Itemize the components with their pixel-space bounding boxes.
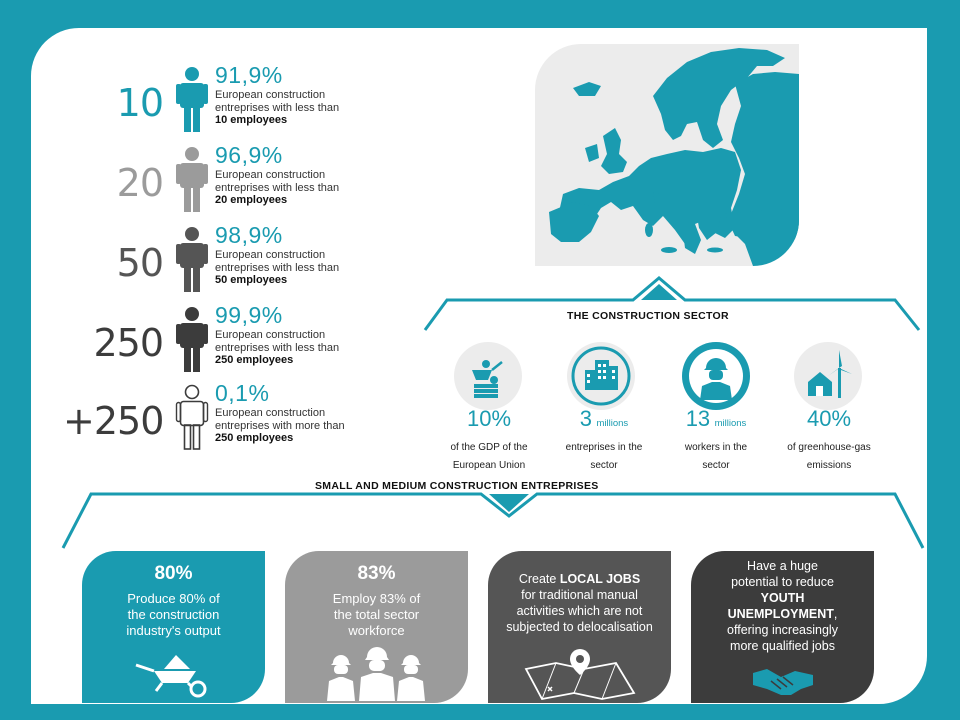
box-big-value: 80% <box>154 563 193 584</box>
stat-entreprises-label: entreprises in the sector <box>565 442 643 471</box>
stat-gdp-label: of the GDP of the European Union <box>450 442 528 471</box>
wheelbarrow-icon <box>132 647 216 701</box>
stat-emissions-label: of greenhouse-gas emissions <box>787 442 871 471</box>
sme-box-output <box>82 551 265 703</box>
percentage: 99,9% <box>215 302 283 328</box>
employee-row-20 <box>91 142 491 220</box>
box-text: Produce 80% of the construction industry's output <box>126 591 221 638</box>
sme-box-youth-unemployment <box>691 551 874 703</box>
handshake-icon <box>751 663 817 699</box>
infographic-card <box>31 28 927 704</box>
worker-icon <box>682 342 750 410</box>
person-icon-darkgray <box>175 226 209 292</box>
europe-map <box>535 44 799 266</box>
employee-count-label: 250 <box>93 321 163 365</box>
stat-workers <box>666 406 766 432</box>
sme-bracket <box>61 486 927 552</box>
stat-value: 13 <box>685 406 711 431</box>
stat-entreprises <box>554 406 654 432</box>
percentage: 98,9% <box>215 222 283 248</box>
stat-value: 10% <box>466 406 512 431</box>
person-icon-dark <box>175 306 209 372</box>
description: European construction entreprises with less than 250 employees <box>215 329 340 366</box>
stat-unit: millions <box>714 418 747 429</box>
percentage: 91,9% <box>215 62 283 88</box>
europe-map-panel <box>535 44 799 266</box>
percentage: 0,1% <box>215 380 270 406</box>
person-icon-teal <box>175 66 209 132</box>
box-text: Have a huge potential to reduce YOUTH UNEMPLOYMENT, offering increasingly more qualified jobs <box>727 559 838 653</box>
box-text: Employ 83% of the total sector workforce <box>332 591 421 638</box>
house-wind-turbine-icon <box>794 342 862 410</box>
sme-title: SMALL AND MEDIUM CONSTRUCTION ENTREPRISES <box>309 480 605 492</box>
sme-box-local-jobs <box>488 551 671 703</box>
description: European construction entreprises with less than 50 employees <box>215 249 340 286</box>
stat-workers-label: workers in the sector <box>684 442 748 471</box>
buildings-icon <box>567 342 635 410</box>
box-text: Create LOCAL JOBS for traditional manual activities which are not subjected to delocalisation <box>506 572 653 634</box>
box-big-value: 83% <box>357 563 396 584</box>
map-pin-icon <box>522 647 638 701</box>
sector-bracket <box>419 274 927 336</box>
stat-emissions <box>789 406 869 432</box>
workers-group-icon <box>323 647 431 701</box>
sector-title: THE CONSTRUCTION SECTOR <box>567 310 729 322</box>
description: European construction entreprises with more than 250 employees <box>215 407 345 444</box>
employee-count-label: 50 <box>116 241 163 285</box>
person-outline-icon <box>175 384 209 450</box>
description: European construction entreprises with less than 10 employees <box>215 89 340 126</box>
employee-row-10 <box>91 62 491 140</box>
stat-value: 40% <box>806 406 852 431</box>
description: European construction entreprises with less than 20 employees <box>215 169 340 206</box>
employee-count-label: 20 <box>116 161 163 205</box>
person-icon-gray <box>175 146 209 212</box>
stat-gdp <box>449 406 529 432</box>
employee-count-label: +250 <box>63 399 164 443</box>
sme-box-workforce <box>285 551 468 703</box>
stat-unit: millions <box>596 418 629 429</box>
wheelbarrow-money-icon <box>454 342 522 410</box>
employee-count-label: 10 <box>116 81 163 125</box>
stat-value: 3 <box>579 406 593 431</box>
percentage: 96,9% <box>215 142 283 168</box>
